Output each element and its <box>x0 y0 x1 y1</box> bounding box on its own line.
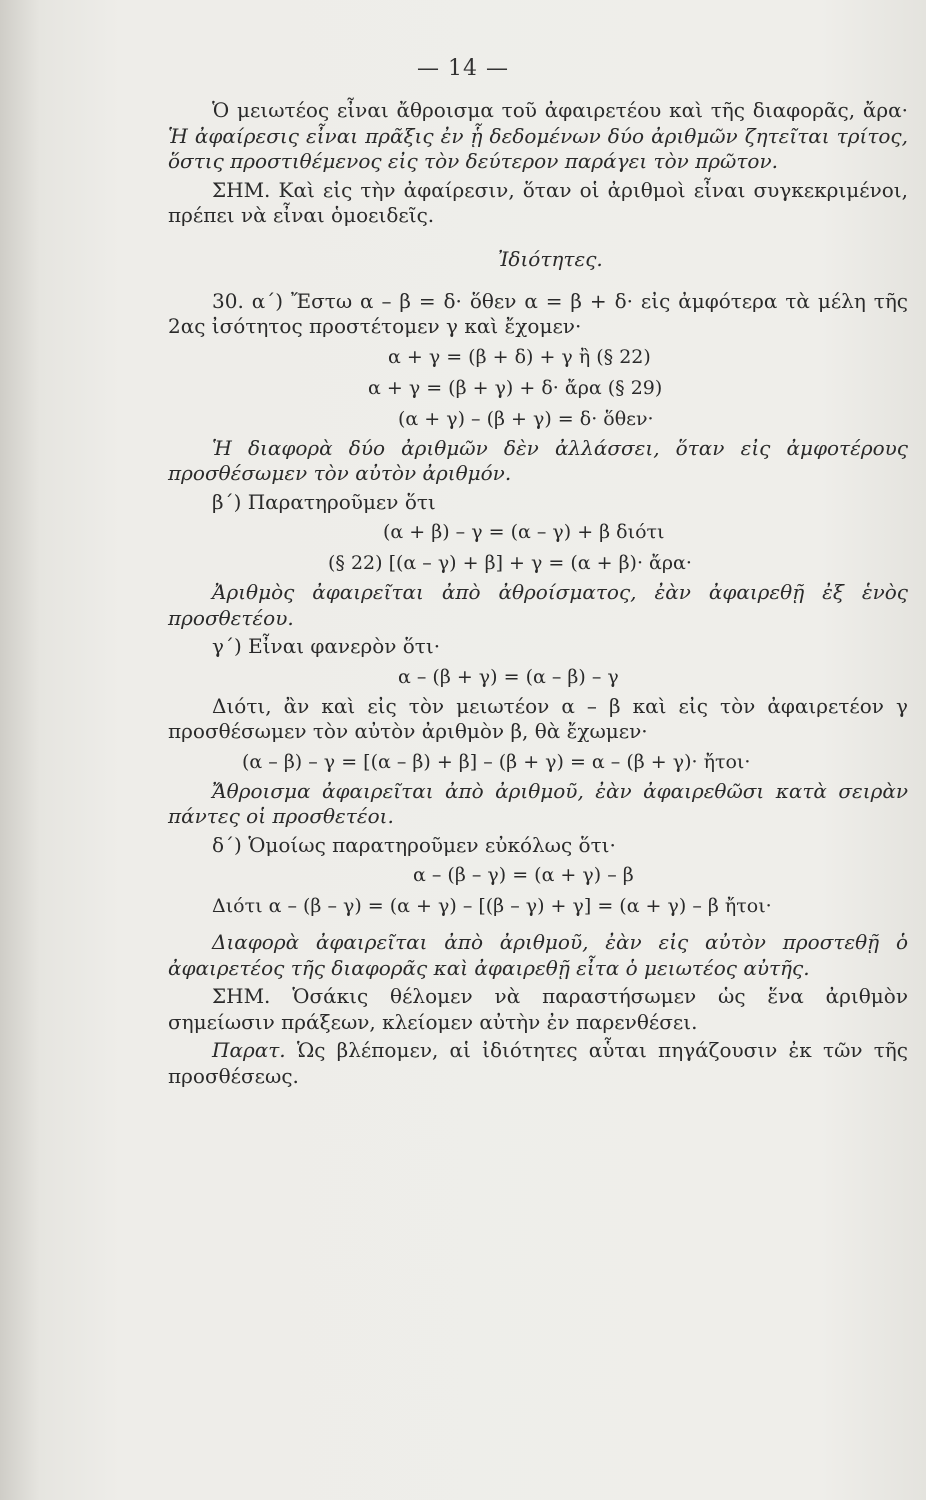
rule-b: Ἀριθμὸς ἀφαιρεῖται ἀπὸ ἀθροίσματος, ἐὰν ἀφαιρεθῇ ἐξ ἑνὸς προσθετέου. <box>168 580 908 630</box>
equation-8: α – (β – γ) = (α + γ) – β <box>413 864 634 886</box>
rule-c: Ἄθροισμα ἀφαιρεῖται ἀπὸ ἀριθμοῦ, ἐὰν ἀφαιρεθῶσι κατὰ σειρὰν πάντες οἱ προσθετέοι. <box>168 778 908 828</box>
page-number: — 14 — <box>417 56 509 81</box>
rule-a: Ἡ διαφορὰ δύο ἀριθμῶν δὲν ἀλλάσσει, ὅταν εἰς ἀμφοτέρους προσθέσωμεν τὸν αὐτὸν ἀριθμόν. <box>168 435 908 485</box>
property-c-intro: γ΄) Εἶναι φανερὸν ὅτι· <box>212 634 441 658</box>
remark-text: Ὡς βλέπομεν, αἱ ἰδιότητες αὗται πηγάζουσιν ἐκ τῶν τῆς προσθέσεως. <box>168 1038 908 1088</box>
note-paragraph: ΣΗΜ. Καὶ εἰς τὴν ἀφαίρεσιν, ὅταν οἱ ἀριθμοὶ εἶναι συγκεκριμένοι, πρέπει νὰ εἶναι ὁμοειδεῖς. <box>168 177 908 227</box>
property-a-intro: 30. α΄) Ἔστω α – β = δ· ὅθεν α = β + δ· εἰς ἀμφότερα τὰ μέλη τῆς 2ας ἰσότητος προστέτομεν γ καὶ ἔχομεν· <box>168 288 908 338</box>
property-d-intro: δ΄) Ὁμοίως παρατηροῦμεν εὐκόλως ὅτι· <box>212 832 616 857</box>
remark-paragraph <box>168 1038 908 1089</box>
property-b-intro: β΄) Παρατηροῦμεν ὅτι <box>212 489 436 514</box>
equation-9: Διότι α – (β – γ) = (α + γ) – [(β – γ) + γ] = (α + γ) – β ἤτοι· <box>212 895 772 917</box>
equation-7: (α – β) – γ = [(α – β) + β] – (β + γ) = α – (β + γ)· ἤτοι· <box>242 750 751 773</box>
equation-4: (α + β) – γ = (α – γ) + β διότι <box>383 521 665 543</box>
text-line: Ὁ μειωτέος εἶναι ἄθροισμα τοῦ ἀφαιρετέου καὶ τῆς διαφορᾶς, <box>212 98 856 122</box>
remark-label: Παρατ. <box>212 1038 297 1062</box>
equation-3: (α + γ) – (β + γ) = δ· ὅθεν· <box>398 407 654 430</box>
text-line: ἄρα· <box>862 98 909 122</box>
paragraph-definition <box>168 98 908 175</box>
page-body <box>168 98 908 1092</box>
equation-5: (§ 22) [(α – γ) + β] + γ = (α + β)· ἄρα· <box>328 552 692 574</box>
property-c-proof: Διότι, ἂν καὶ εἰς τὸν μειωτέον α – β καὶ εἰς τὸν ἀφαιρετέον γ προσθέσωμεν τὸν αὐτὸν ἀριθμὸν β, θὰ ἔχωμεν· <box>168 693 908 743</box>
equation-6: α – (β + γ) = (α – β) – γ <box>398 665 619 688</box>
equation-1: α + γ = (β + δ) + γ ἢ (§ 22) <box>388 345 651 368</box>
note-parentheses: ΣΗΜ. Ὁσάκις θέλομεν νὰ παραστήσωμεν ὡς ἕνα ἀριθμὸν σημείωσιν πράξεων, κλείομεν αὐτὴν ἐν παρενθέσει. <box>168 984 908 1034</box>
rule-d: Διαφορὰ ἀφαιρεῖται ἀπὸ ἀριθμοῦ, ἐὰν εἰς αὐτὸν προστεθῇ ὁ ἀφαιρετέος τῆς διαφορᾶς καὶ ἀφαιρεθῇ εἶτα ὁ μειωτέος αὐτῆς. <box>168 930 908 980</box>
equation-2: α + γ = (β + γ) + δ· ἄρα (§ 29) <box>368 376 663 399</box>
section-title: Ἰδιότητες. <box>498 246 603 271</box>
definition-italic: Ἡ ἀφαίρεσις εἶναι πρᾶξις ἐν ᾗ δεδομένων δύο ἀριθμῶν ζητεῖται τρίτος, ὅστις προστιθέμενος εἰς τὸν δεύτερον παράγει τὸν πρῶτον. <box>168 123 908 173</box>
